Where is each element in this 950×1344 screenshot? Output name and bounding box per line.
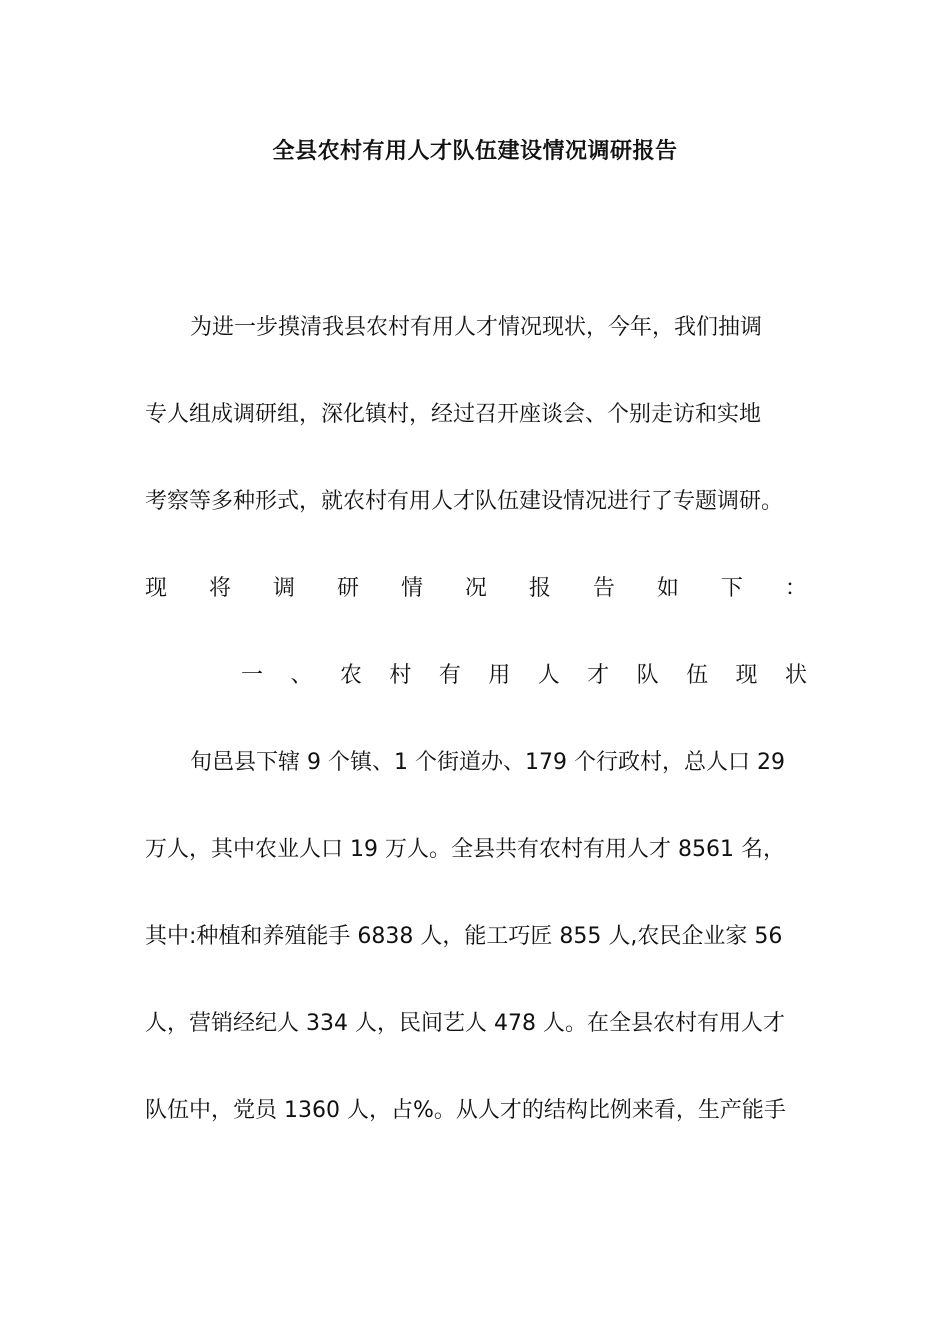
spread-char: 调 (272, 576, 295, 601)
paragraph2-line1: 旬邑县下辖 9 个镇、1 个街道办、179 个行政村，总人口 29 (190, 750, 785, 775)
document-title: 全县农村有用人才队伍建设情况调研报告 (272, 139, 678, 164)
spread-char: 用 (488, 663, 511, 688)
spread-char: 情 (400, 576, 423, 601)
spread-char: 如 (656, 576, 679, 601)
spread-char: ： (784, 576, 807, 601)
spread-char: 队 (636, 663, 659, 688)
spread-char: 告 (592, 576, 615, 601)
paragraph1-line1: 为进一步摸清我县农村有用人才情况现状，今年，我们抽调 (190, 315, 763, 340)
paragraph2-line3: 其中:种植和养殖能手 6838 人，能工巧匠 855 人,农民企业家 56 (145, 924, 783, 949)
spread-char: 、 (290, 663, 313, 688)
spread-char: 下 (720, 576, 743, 601)
spread-char: 人 (537, 663, 560, 688)
paragraph1-line4 (145, 571, 807, 607)
section1-heading (241, 658, 807, 694)
spread-char: 伍 (686, 663, 709, 688)
spread-char: 农 (339, 663, 362, 688)
spread-char: 将 (208, 576, 231, 601)
spread-char: 研 (336, 576, 359, 601)
spread-char: 一 (241, 663, 264, 688)
paragraph2-line4: 人，营销经纪人 334 人，民间艺人 478 人。在全县农村有用人才 (145, 1011, 785, 1036)
paragraph2-line2: 万人，其中农业人口 19 万人。全县共有农村有用人才 8561 名， (145, 837, 785, 862)
spread-char: 现 (735, 663, 758, 688)
spread-char: 村 (389, 663, 412, 688)
paragraph1-line2: 专人组成调研组，深化镇村，经过召开座谈会、个别走访和实地 (145, 402, 762, 427)
spread-char: 况 (464, 576, 487, 601)
paragraph1-line3: 考察等多种形式，就农村有用人才队伍建设情况进行了专题调研。 (145, 489, 784, 514)
paragraph2-line5: 队伍中，党员 1360 人，占%。从人才的结构比例来看，生产能手 (145, 1098, 786, 1123)
spread-char: 才 (587, 663, 610, 688)
spread-char: 有 (438, 663, 461, 688)
spread-char: 状 (784, 663, 807, 688)
spread-char: 报 (528, 576, 551, 601)
spread-char: 现 (145, 576, 168, 601)
